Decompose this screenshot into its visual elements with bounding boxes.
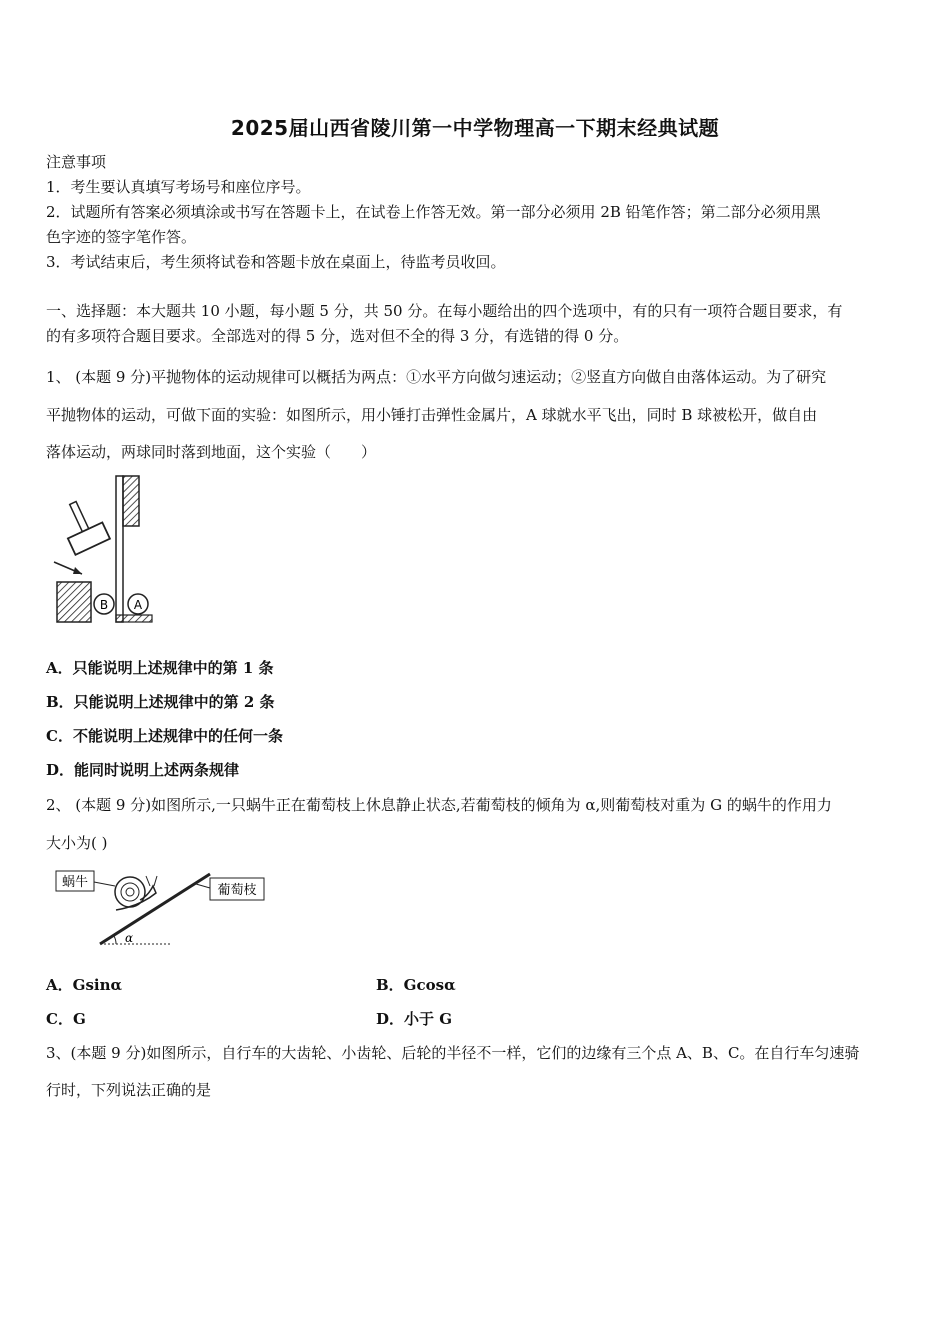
question-1-text: 平抛物体的运动，可做下面的实验：如图所示，用小锤打击弹性金属片，A 球就水平飞出，同时 B 球被松开，做自由 [46, 406, 818, 424]
snail-label: 蜗牛 [61, 875, 89, 890]
q1-option-b[interactable]: B．只能说明上述规律中的第 2 条 [46, 693, 275, 711]
q2-option-b[interactable]: B．Gcosα [376, 976, 456, 994]
notice-item: 1．考生要认真填写考场号和座位序号。 [46, 178, 311, 196]
q2-option-a[interactable]: A．Gsinα [46, 976, 123, 994]
question-3-text: 行时，下列说法正确的是 [46, 1081, 212, 1099]
question-1-text: 落体运动，两球同时落到地面，这个实验（ ） [46, 443, 377, 461]
q2-option-d[interactable]: D．小于 G [376, 1010, 453, 1028]
q1-option-a[interactable]: A．只能说明上述规律中的第 1 条 [46, 659, 274, 677]
branch-label: 葡萄枝 [217, 883, 257, 898]
section-intro: 的有多项符合题目要求。全部选对的得 5 分，选对但不全的得 3 分，有选错的得 0 分。 [46, 327, 629, 345]
ball-a-label: A [133, 598, 143, 612]
angle-label: α [125, 931, 134, 945]
notice-item: 3．考试结束后，考生须将试卷和答题卡放在桌面上，待监考员收回。 [46, 253, 506, 271]
q2-option-c[interactable]: C．G [46, 1010, 86, 1028]
page-title: 2025届山西省陵川第一中学物理高一下期末经典试题 [230, 116, 720, 140]
section-intro: 一、选择题：本大题共 10 小题，每小题 5 分，共 50 分。在每小题给出的四个选项中，有的只有一项符合题目要求，有 [46, 302, 843, 320]
question-1-text: 1、 (本题 9 分)平抛物体的运动规律可以概括为两点：①水平方向做匀速运动；②竖直方向做自由落体运动。为了研究 [46, 368, 827, 386]
question-2-figure [50, 866, 280, 950]
notice-heading: 注意事项 [46, 153, 107, 171]
question-3-text: 3、(本题 9 分)如图所示，自行车的大齿轮、小齿轮、后轮的半径不一样，它们的边缘有三个点 A、B、C。在自行车匀速骑 [46, 1044, 860, 1062]
notice-item: 2．试题所有答案必须填涂或书写在答题卡上，在试卷上作答无效。第一部分必须用 2B 铅笔作答；第二部分必须用黑 [46, 203, 821, 221]
q1-option-d[interactable]: D．能同时说明上述两条规律 [46, 761, 240, 779]
notice-item: 色字迹的签字笔作答。 [46, 228, 197, 246]
q1-option-c[interactable]: C．不能说明上述规律中的任何一条 [46, 727, 283, 745]
ball-b-label: B [99, 598, 109, 612]
question-2-text: 2、 (本题 9 分)如图所示,一只蜗牛正在葡萄枝上休息静止状态,若葡萄枝的倾角为 α,则葡萄枝对重为 G 的蜗牛的作用力 [46, 796, 832, 814]
question-2-text: 大小为( ) [46, 834, 108, 852]
question-1-figure [46, 470, 166, 630]
